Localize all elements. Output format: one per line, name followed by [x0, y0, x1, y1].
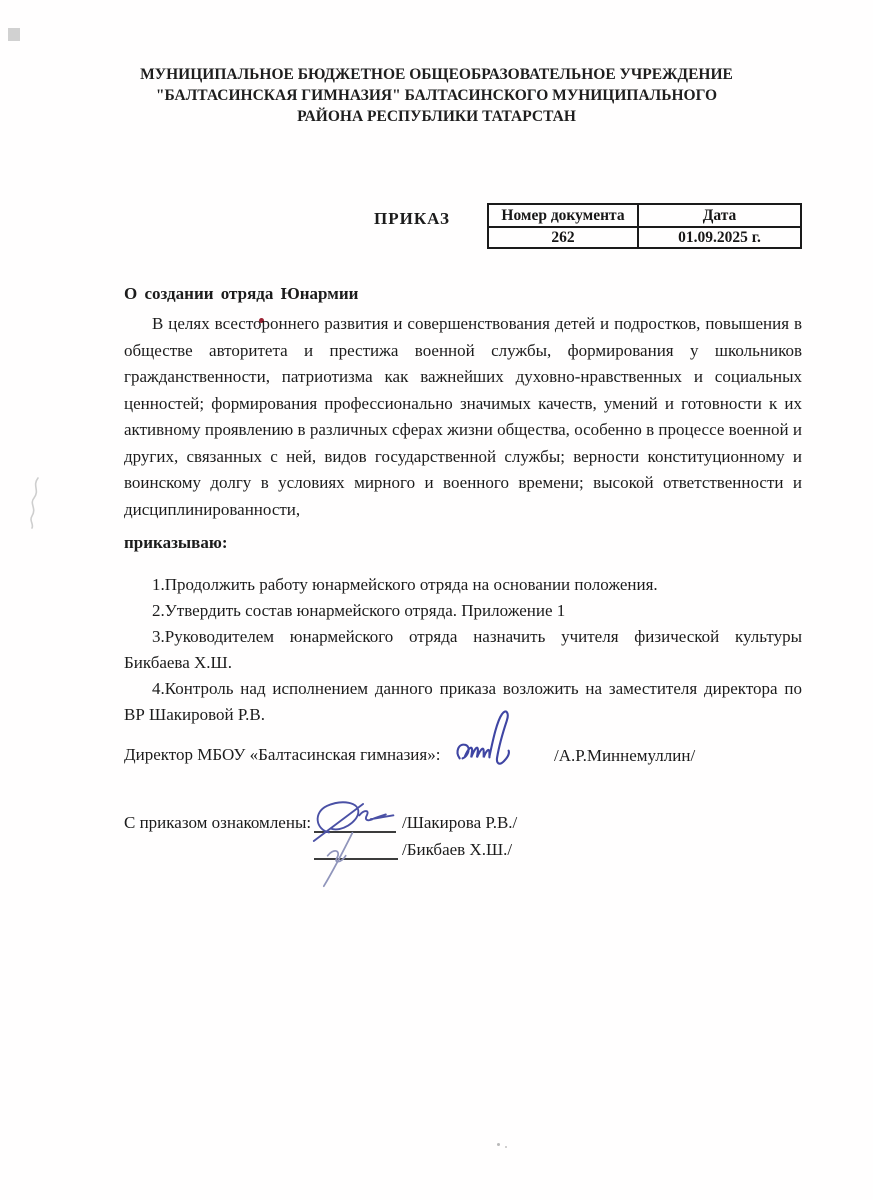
scan-artifact-speck — [505, 1146, 507, 1148]
bikbaev-signature — [316, 829, 364, 891]
order-items — [124, 572, 802, 728]
director-label: Директор МБОУ «Балтасинская гимназия»: — [124, 745, 441, 764]
preamble-paragraph: В целях всестороннего развития и совершенствования детей и подростков, повышения в обществе авторитета и престижа военной службы, формирования у школьников гражданственности, патриотизма как важнейших духовно-нравственных и социальных ценностей; формирования профессионально значимых качеств, умений и готовности к их активному проявлению в различных сферах жизни общества, особенно в процессе военной и других, связанных с ней, видов государственной службы; верности конституционному и воинскому долгу в условиях мирного и военного времени; высокой ответственности и дисциплинированности, — [124, 314, 802, 519]
doc-number-header: Номер документа — [488, 204, 638, 227]
shakirova-signature-stroke — [318, 802, 359, 832]
signatory-name-2: /Бикбаев Х.Ш./ — [402, 840, 513, 859]
meta-table-value-row — [488, 227, 801, 248]
order-item-4: 4.Контроль над исполнением данного приказа возложить на заместителя директора по ВР Шакировой Р.В. — [124, 679, 802, 724]
director-signature-row — [124, 745, 834, 815]
order-subject: О создании отряда Юнармии — [124, 284, 359, 303]
org-header-line: МУНИЦИПАЛЬНОЕ БЮДЖЕТНОЕ ОБЩЕОБРАЗОВАТЕЛЬНОЕ УЧРЕЖДЕНИЕ — [140, 66, 733, 83]
order-title: ПРИКАЗ — [374, 209, 450, 228]
org-header-line: "БАЛТАСИНСКАЯ ГИМНАЗИЯ" БАЛТАСИНСКОГО МУНИЦИПАЛЬНОГО — [155, 87, 718, 104]
director-signature — [452, 709, 524, 777]
director-signature-stroke — [458, 745, 490, 759]
doc-date-header: Дата — [638, 204, 801, 227]
doc-date-value: 01.09.2025 г. — [638, 227, 801, 248]
order-item-3: 3.Руководителем юнармейского отряда назначить учителя физической культуры Бикбаева Х.Ш. — [124, 627, 802, 672]
director-signature-stroke — [489, 711, 508, 763]
order-item-2: 2.Утвердить состав юнармейского отряда. Приложение 1 — [152, 601, 566, 620]
doc-number-value: 262 — [488, 227, 638, 248]
org-header-line: РАЙОНА РЕСПУБЛИКИ ТАТАРСТАН — [297, 108, 576, 125]
org-header — [67, 64, 807, 127]
order-item-1: 1.Продолжить работу юнармейского отряда на основании положения. — [152, 575, 658, 594]
shakirova-signature-stroke — [359, 811, 393, 820]
acknowledgement-block — [124, 811, 684, 911]
decree-word: приказываю: — [124, 533, 228, 552]
director-name: /А.Р.Миннемуллин/ — [554, 746, 696, 765]
order-meta-table — [487, 203, 802, 249]
scan-artifact-square — [8, 28, 20, 41]
acknowledgement-label: С приказом ознакомлены: — [124, 813, 312, 832]
bikbaev-signature-stroke — [324, 833, 353, 886]
signatory-name-1: /Шакирова Р.В./ — [402, 813, 518, 832]
scan-artifact-squiggle — [24, 476, 46, 530]
scan-artifact-speck — [497, 1143, 500, 1146]
meta-table-header-row — [488, 204, 801, 227]
